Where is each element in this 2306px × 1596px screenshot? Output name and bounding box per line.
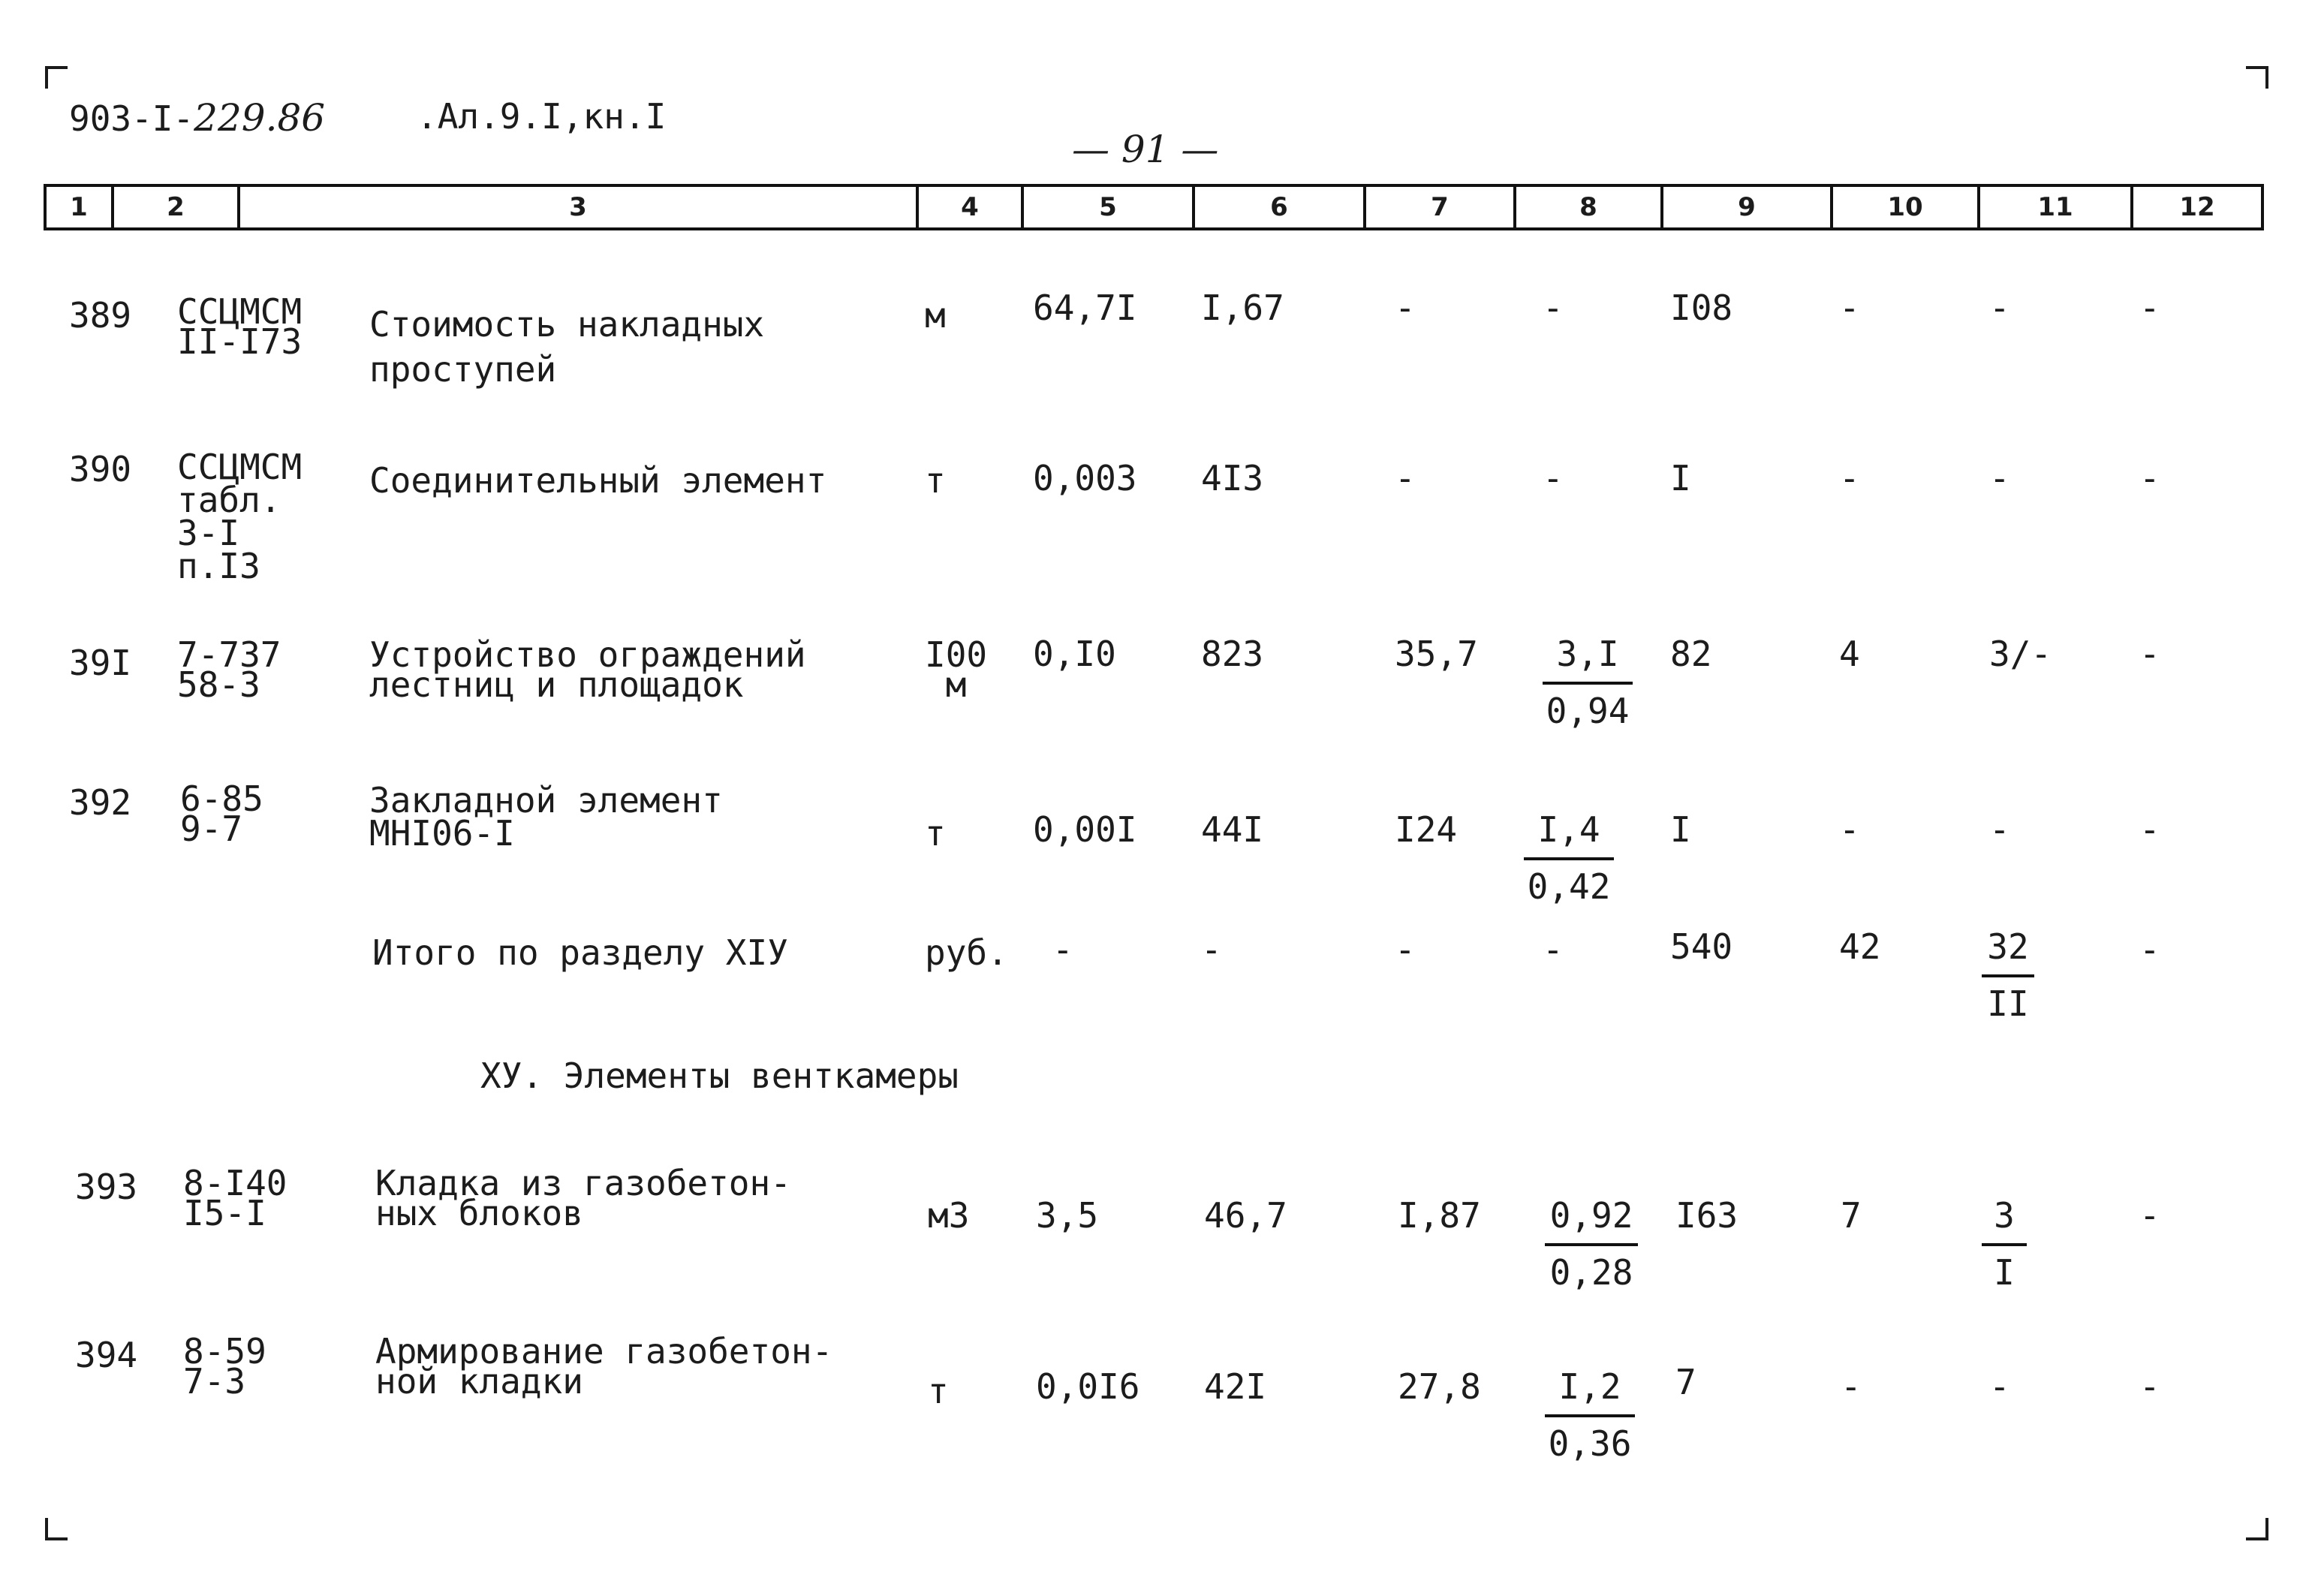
row-col5: 0,003 [1033, 458, 1137, 498]
column-header: 6 [1195, 187, 1366, 227]
fraction-numerator: 0,92 [1545, 1197, 1638, 1246]
row-col8-fraction [1545, 1197, 1638, 1291]
row-col8: - [1543, 929, 1564, 970]
row-col7: I24 [1395, 809, 1458, 850]
row-unit: I00 м [925, 634, 988, 705]
row-unit: м [925, 295, 946, 336]
row-col12: - [2139, 929, 2160, 970]
total-label: Итого по разделу XIУ [372, 932, 788, 973]
row-col9: 82 [1670, 634, 1712, 674]
row-col10: - [1839, 288, 1860, 328]
row-code: 6-85 9-7 [180, 778, 263, 849]
column-header: 3 [240, 187, 919, 227]
column-header-row [44, 184, 2264, 230]
row-col11: - [1989, 288, 2010, 328]
row-col9: 540 [1670, 926, 1733, 967]
row-col8: - [1543, 288, 1564, 328]
row-number: 390 [69, 449, 132, 489]
row-col12: - [2139, 1366, 2160, 1407]
column-header: 1 [47, 187, 114, 227]
row-number: 393 [75, 1167, 138, 1207]
row-code: 7-737 58-3 [177, 634, 281, 705]
row-col12: - [2139, 1195, 2160, 1236]
row-col6: 823 [1201, 634, 1264, 674]
corner-mark-top-right [2246, 66, 2268, 89]
row-unit: т [925, 813, 946, 854]
row-col7: - [1395, 458, 1416, 498]
fraction-denominator: 0,94 [1546, 691, 1630, 731]
row-col8-fraction [1545, 1368, 1635, 1462]
corner-mark-bottom-right [2246, 1518, 2268, 1540]
row-unit: т [925, 460, 946, 501]
row-col11: - [1989, 1366, 2010, 1407]
row-col11: - [1989, 458, 2010, 498]
row-unit: руб. [925, 932, 1008, 973]
row-unit: т [928, 1371, 949, 1411]
corner-mark-top-left [45, 66, 68, 89]
row-col11-fraction [1982, 1197, 2027, 1291]
fraction-numerator: I,2 [1545, 1368, 1635, 1417]
row-col11-fraction [1982, 928, 2034, 1022]
column-header: 11 [1980, 187, 2133, 227]
row-col11: 3/- [1989, 634, 2052, 674]
row-col6: 46,7 [1204, 1195, 1287, 1236]
row-col5: - [1052, 929, 1073, 970]
row-number: 389 [69, 295, 132, 336]
row-col9: 7 [1675, 1362, 1696, 1402]
row-col9: I [1670, 458, 1691, 498]
row-col6: I,67 [1201, 288, 1284, 328]
row-unit: м3 [928, 1195, 970, 1236]
row-col10: 42 [1839, 926, 1881, 967]
row-col10: - [1839, 809, 1860, 850]
row-number: 392 [69, 782, 132, 823]
row-name: Устройство ограждений лестниц и площадок [369, 634, 806, 705]
row-col6: 42I [1204, 1366, 1267, 1407]
album-reference: .Ал.9.I,кн.I [417, 96, 667, 137]
fraction-denominator: 0,42 [1527, 866, 1611, 907]
fraction-denominator: I [1994, 1252, 2015, 1293]
row-col6: 4I3 [1201, 458, 1264, 498]
row-col12: - [2139, 634, 2160, 674]
column-header: 4 [919, 187, 1024, 227]
row-col12: - [2139, 809, 2160, 850]
row-col5: 0,I0 [1033, 634, 1116, 674]
column-header: 8 [1516, 187, 1663, 227]
row-col9: I63 [1675, 1195, 1739, 1236]
fraction-numerator: 3,I [1543, 635, 1633, 685]
row-col5: 0,0I6 [1036, 1366, 1140, 1407]
row-col5: 64,7I [1033, 288, 1137, 328]
row-col11: - [1989, 809, 2010, 850]
fraction-numerator: 3 [1982, 1197, 2027, 1246]
row-col5: 0,00I [1033, 809, 1137, 850]
column-header: 7 [1366, 187, 1516, 227]
row-name: Соединительный элемент [369, 460, 827, 501]
row-col10: 7 [1841, 1195, 1862, 1236]
column-header: 12 [2179, 192, 2215, 222]
row-col7: 35,7 [1395, 634, 1478, 674]
column-header: 10 [1833, 187, 1980, 227]
row-col7: 27,8 [1398, 1366, 1481, 1407]
row-name: Кладка из газобетон- ных блоков [375, 1163, 791, 1233]
fraction-denominator: 0,28 [1549, 1252, 1633, 1293]
doc-code-prefix: 903-I- [69, 98, 194, 139]
row-col6: 44I [1201, 809, 1264, 850]
row-col12: - [2139, 288, 2160, 328]
fraction-numerator: 32 [1982, 928, 2034, 977]
fraction-denominator: II [1987, 983, 2029, 1024]
column-header: 9 [1663, 187, 1833, 227]
fraction-denominator: 0,36 [1548, 1423, 1632, 1464]
row-col5: 3,5 [1036, 1195, 1099, 1236]
row-code: 8-I40 I5-I [183, 1163, 287, 1233]
row-number: 39I [69, 643, 132, 683]
row-name: Стоимость накладных проступей [369, 304, 765, 390]
row-col9: I08 [1670, 288, 1733, 328]
row-col6: - [1201, 929, 1222, 970]
row-col12: - [2139, 458, 2160, 498]
row-code: ССЦМСМ II-I73 [177, 291, 303, 362]
doc-code [69, 96, 325, 140]
row-col8-fraction [1543, 635, 1633, 730]
doc-code-handwritten: 229.86 [194, 96, 326, 140]
page-number: — 91 — [1072, 128, 1219, 171]
row-col7: I,87 [1398, 1195, 1481, 1236]
row-code: 8-59 7-3 [183, 1331, 266, 1402]
row-col8-fraction [1524, 811, 1614, 905]
section-title: ХУ. Элементы венткамеры [480, 1055, 959, 1096]
row-col7: - [1395, 288, 1416, 328]
row-col8: - [1543, 458, 1564, 498]
row-code: ССЦМСМ табл. 3-I п.I3 [177, 447, 303, 586]
row-col10: 4 [1839, 634, 1860, 674]
row-col7: - [1395, 929, 1416, 970]
row-name: Армирование газобетон- ной кладки [375, 1331, 833, 1402]
row-col10: - [1839, 458, 1860, 498]
column-header: 5 [1024, 187, 1195, 227]
row-col9: I [1670, 809, 1691, 850]
row-col10: - [1841, 1366, 1862, 1407]
fraction-numerator: I,4 [1524, 811, 1614, 860]
column-header: 2 [114, 187, 240, 227]
corner-mark-bottom-left [45, 1518, 68, 1540]
row-number: 394 [75, 1335, 138, 1375]
row-name: Закладной элемент МНI06-I [369, 780, 723, 854]
